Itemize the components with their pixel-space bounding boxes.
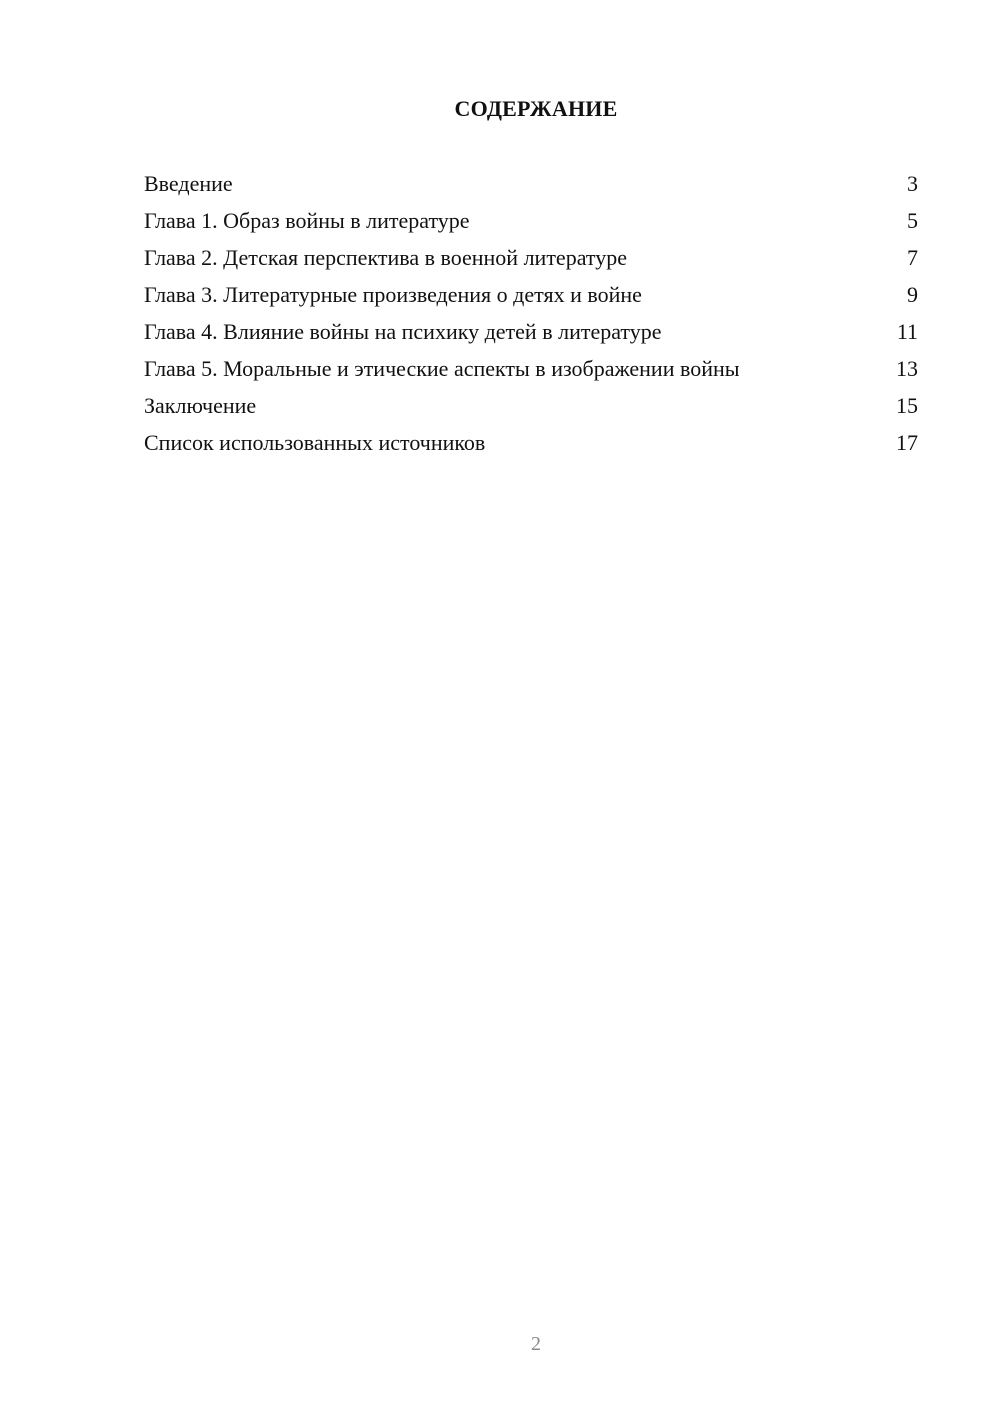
toc-entry-page: 5 (907, 208, 918, 233)
toc-entry-chapter-2 (144, 242, 918, 279)
toc-entry-title: Глава 4. Влияние войны на психику детей в литературе (144, 319, 662, 344)
toc-entry-chapter-4 (144, 316, 918, 353)
toc-heading: СОДЕРЖАНИЕ (454, 96, 618, 121)
toc-entry-page: 13 (896, 356, 918, 381)
toc-entry-page: 17 (896, 430, 918, 455)
toc-entry-title: Глава 3. Литературные произведения о детях и войне (144, 282, 642, 307)
toc-entry-chapter-1 (144, 205, 918, 242)
toc-entry-chapter-3 (144, 279, 918, 316)
toc-entry-page: 15 (896, 393, 918, 418)
toc-entry-title: Список использованных источников (144, 430, 486, 455)
page-number: 2 (531, 1333, 541, 1355)
toc-entry-page: 9 (907, 282, 918, 307)
toc-entry-title: Заключение (144, 393, 257, 418)
toc-entry-title: Глава 2. Детская перспектива в военной литературе (144, 245, 627, 270)
toc-entry-page: 7 (907, 245, 918, 270)
toc-entry-conclusion (144, 390, 918, 427)
toc-entry-chapter-5 (144, 353, 918, 390)
table-of-contents (144, 168, 918, 464)
toc-entry-title: Глава 5. Моральные и этические аспекты в изображении войны (144, 356, 740, 381)
toc-entry-title: Введение (144, 171, 233, 196)
toc-entry-references (144, 427, 918, 464)
toc-entry-page: 3 (907, 171, 918, 196)
toc-entry-introduction (144, 168, 918, 205)
toc-entry-page: 11 (896, 319, 918, 344)
toc-entry-title: Глава 1. Образ войны в литературе (144, 208, 470, 233)
